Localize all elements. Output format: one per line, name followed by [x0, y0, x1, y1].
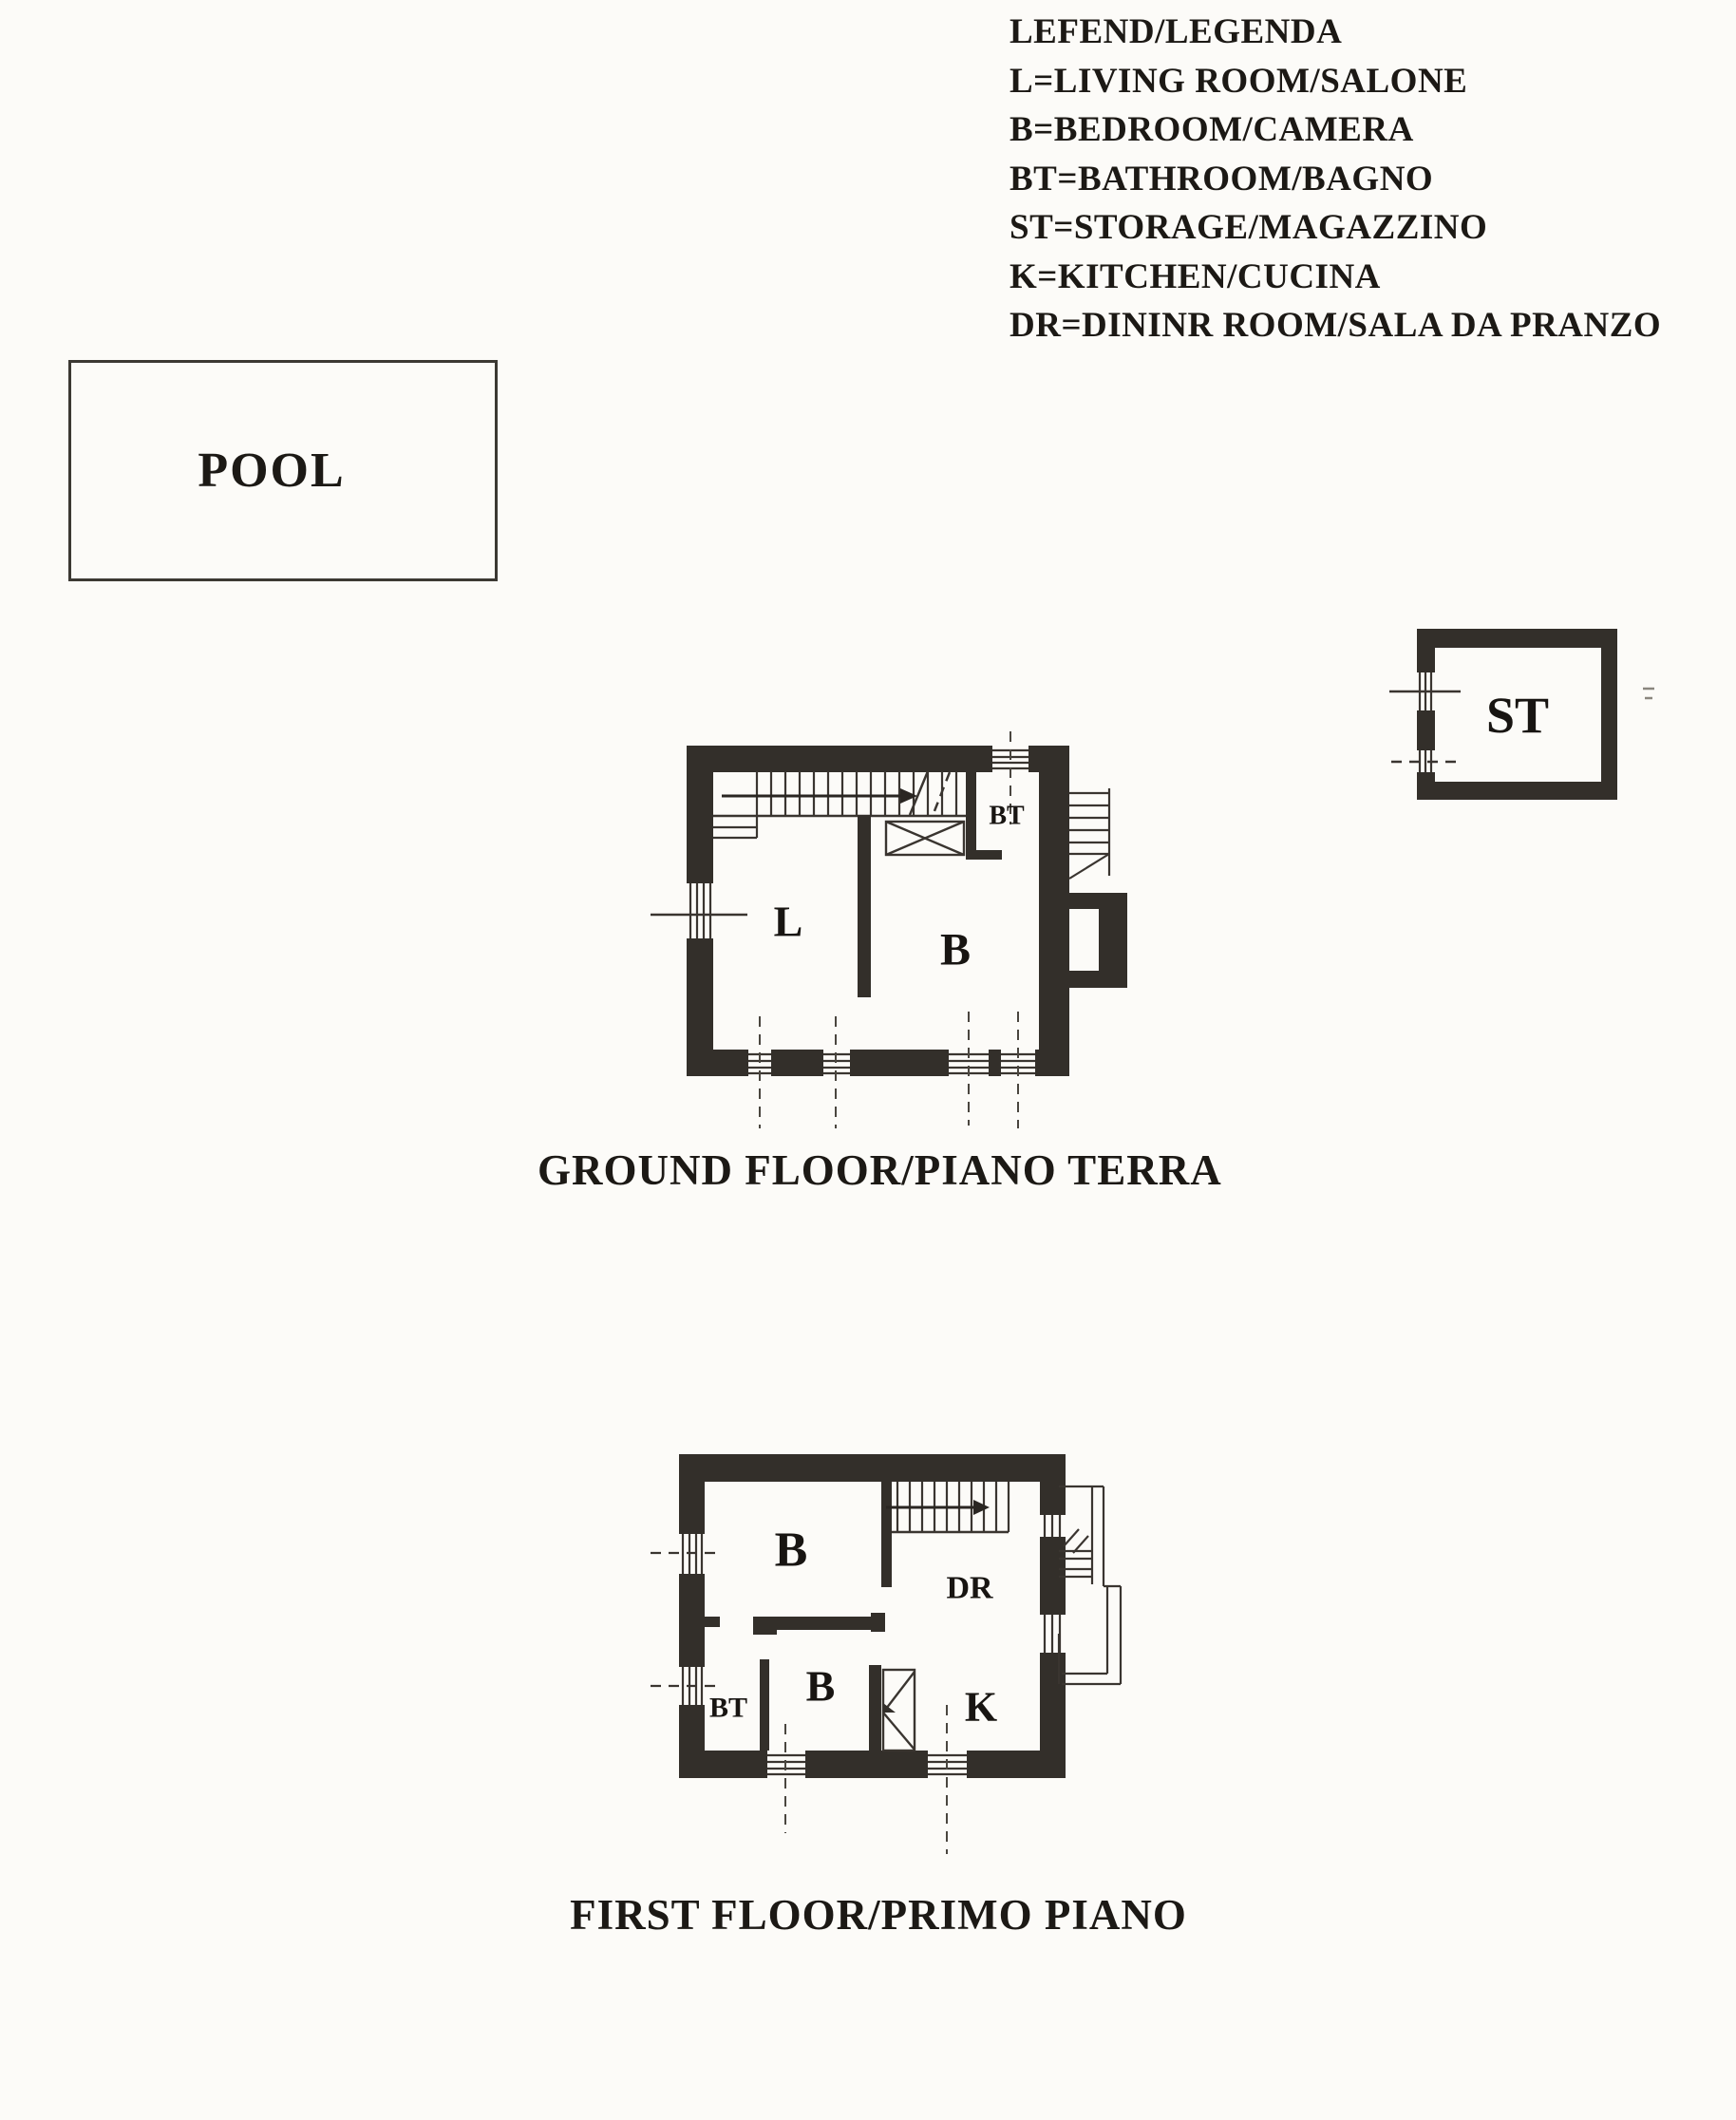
first-partition-bathroom	[760, 1659, 769, 1751]
storage-room-label: ST	[1485, 687, 1550, 744]
ground-room-label-bathroom: BT	[989, 801, 1025, 831]
ground-staircase	[713, 771, 966, 838]
storage-window-bottom	[1391, 750, 1461, 772]
ground-partition-living-bedroom	[858, 815, 871, 997]
ground-window-left	[651, 883, 747, 938]
legend-entry-dining: DR=DININR ROOM/SALA DA PRANZO	[1010, 306, 1662, 345]
pool-outline	[68, 360, 498, 581]
legend-entry-kitchen: K=KITCHEN/CUCINA	[1010, 256, 1381, 296]
first-room-label-dining: DR	[946, 1570, 993, 1606]
first-room-label-bathroom: BT	[708, 1692, 748, 1724]
ground-shaft-box	[886, 822, 964, 855]
first-window-right-top	[1040, 1515, 1066, 1537]
legend-entry-living: L=LIVING ROOM/SALONE	[1010, 61, 1468, 101]
ground-partition-bathroom-bottom	[966, 850, 1002, 860]
first-room-label-bedroom-bottom: B	[805, 1661, 836, 1711]
ground-partition-bathroom-left	[966, 772, 976, 852]
storage-window-top	[1389, 672, 1461, 710]
ground-floor-plan	[646, 731, 1163, 1130]
storage-plan	[1368, 608, 1671, 826]
ground-external-stair	[1069, 788, 1109, 879]
first-window-right-bottom	[1040, 1615, 1066, 1653]
first-floor-plan	[646, 1444, 1178, 1876]
first-window-left-top	[651, 1534, 722, 1574]
first-stair-wall	[881, 1482, 892, 1587]
pool-label: POOL	[198, 444, 346, 498]
ground-room-label-bedroom: B	[939, 924, 972, 975]
first-stair-direction-arrow	[886, 1500, 990, 1515]
first-room-label-bedroom-top: B	[774, 1523, 808, 1578]
storage-reference-dashes	[1643, 689, 1654, 698]
legend-entry-storage: ST=STORAGE/MAGAZZINO	[1010, 208, 1488, 247]
ground-room-label-living: L	[773, 897, 803, 946]
legend-entry-bathroom: BT=BATHROOM/BAGNO	[1010, 159, 1434, 199]
first-partition-middle	[705, 1613, 885, 1635]
ground-stair-direction-arrow	[722, 788, 917, 804]
first-axes-bottom	[785, 1705, 947, 1854]
legend-entry-bedroom: B=BEDROOM/CAMERA	[1010, 110, 1414, 149]
first-external-stair	[1059, 1486, 1121, 1684]
first-floor-title: FIRST FLOOR/PRIMO PIANO	[570, 1891, 1187, 1939]
legend-title: LEFEND/LEGENDA	[1010, 12, 1343, 51]
first-door-leaf	[883, 1670, 915, 1751]
ground-floor-title: GROUND FLOOR/PIANO TERRA	[538, 1146, 1222, 1194]
legend	[1010, 8, 1661, 350]
first-room-label-kitchen: K	[964, 1683, 998, 1731]
first-partition-kitchen	[869, 1665, 881, 1751]
